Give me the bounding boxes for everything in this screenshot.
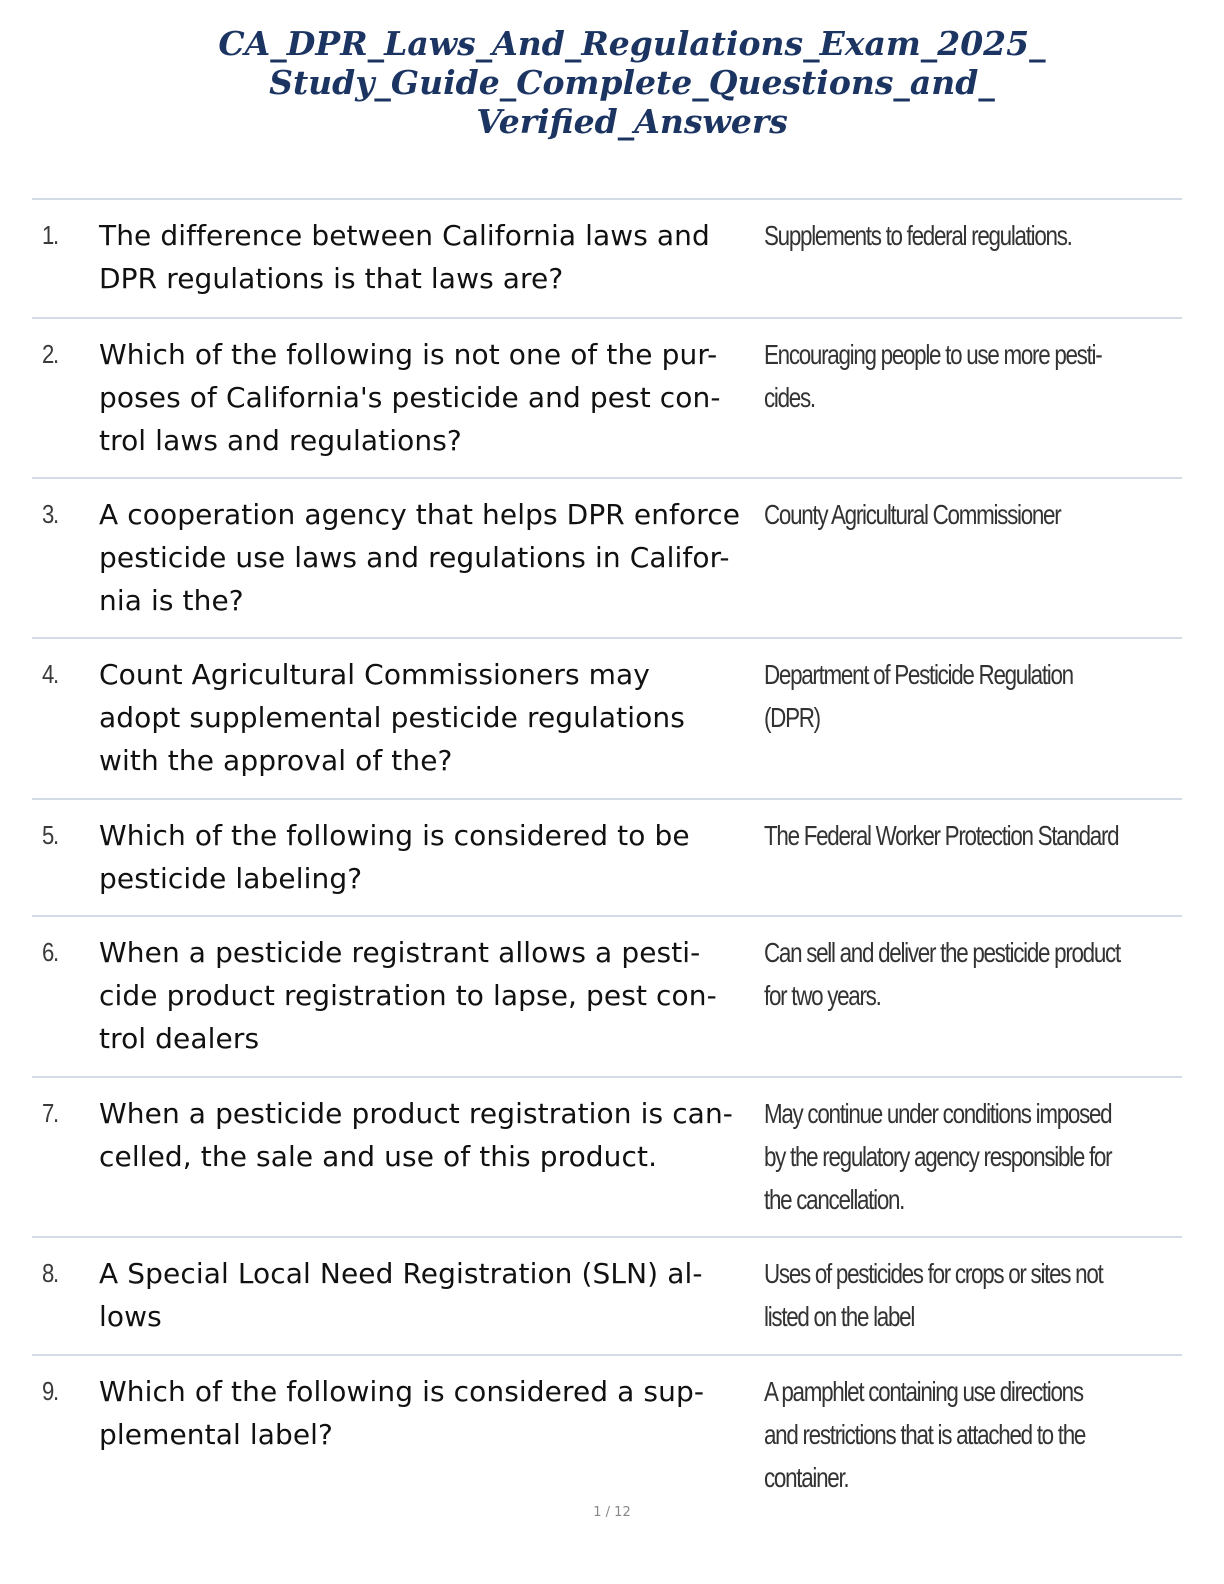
question-line: The difference between California laws and [99, 219, 710, 252]
question-text [99, 1092, 764, 1178]
title-line: CA_DPR_Laws_And_Regulations_Exam_2025_ [218, 24, 1046, 63]
question-number: 5. [42, 820, 58, 850]
question-line: A cooperation agency that helps DPR enforce [99, 498, 741, 531]
qa-row [32, 1238, 1182, 1356]
answer-line: Uses of pesticides for crops or sites not [764, 1258, 1103, 1289]
question-line: DPR regulations is that laws are? [99, 262, 564, 295]
answer-text [764, 931, 1182, 1017]
question-number: 4. [42, 659, 58, 689]
title-line: Verified_Answers [476, 102, 788, 141]
question-number: 7. [42, 1098, 58, 1128]
answer-line: Can sell and deliver the pesticide product [764, 937, 1120, 968]
question-line: plemental label? [99, 1418, 334, 1451]
answer-line: listed on the label [764, 1301, 915, 1332]
question-line: lows [99, 1300, 162, 1333]
answer-text [764, 214, 1182, 257]
question-text [99, 333, 764, 462]
answer-text [764, 333, 1182, 419]
answer-text [764, 493, 1182, 536]
question-line: When a pesticide product registration is can- [99, 1097, 733, 1130]
question-number: 6. [42, 937, 58, 967]
question-line: Which of the following is not one of the pur- [99, 338, 718, 371]
question-line: celled, the sale and use of this product. [99, 1140, 658, 1173]
answer-text [764, 1092, 1182, 1221]
question-line: poses of California's pesticide and pest con- [99, 381, 721, 414]
question-line: A Special Local Need Registration (SLN) al- [99, 1257, 703, 1290]
question-line: Which of the following is considered to be [99, 819, 690, 852]
answer-line: (DPR) [764, 702, 820, 733]
answer-line: County Agricultural Commissioner [764, 499, 1061, 530]
question-text [99, 814, 764, 900]
question-line: Which of the following is considered a sup- [99, 1375, 705, 1408]
question-line: cide product registration to lapse, pest con- [99, 979, 717, 1012]
question-line: pesticide labeling? [99, 862, 363, 895]
answer-text [764, 1370, 1182, 1499]
answer-line: Supplements to federal regulations. [764, 220, 1072, 251]
question-line: When a pesticide registrant allows a pesti- [99, 936, 701, 969]
question-text [99, 1370, 764, 1456]
answer-text [764, 814, 1182, 857]
answer-line: by the regulatory agency responsible for [764, 1141, 1112, 1172]
question-line: trol laws and regulations? [99, 424, 462, 457]
answer-line: The Federal Worker Protection Standard [764, 820, 1119, 851]
qa-row [32, 479, 1182, 639]
answer-text [764, 653, 1182, 739]
answer-line: container. [764, 1462, 849, 1493]
answer-line: and restrictions that is attached to the [764, 1419, 1086, 1450]
qa-row [32, 319, 1182, 479]
answer-line: for two years. [764, 980, 881, 1011]
question-text [99, 653, 764, 782]
qa-row [32, 917, 1182, 1078]
question-number: 3. [42, 499, 58, 529]
qa-row [32, 800, 1182, 917]
question-number: 2. [42, 339, 58, 369]
question-text [99, 1252, 764, 1338]
question-answer-list [32, 198, 1182, 1504]
question-text [99, 493, 764, 622]
question-number: 8. [42, 1258, 58, 1288]
question-text [99, 214, 764, 300]
qa-row [32, 1078, 1182, 1238]
answer-line: Encouraging people to use more pesti- [764, 339, 1102, 370]
qa-row [32, 1356, 1182, 1504]
answer-line: May continue under conditions imposed [764, 1098, 1112, 1129]
question-line: nia is the? [99, 584, 244, 617]
question-line: with the approval of the? [99, 744, 453, 777]
question-line: adopt supplemental pesticide regulations [99, 701, 685, 734]
qa-row [32, 200, 1182, 319]
answer-text [764, 1252, 1182, 1338]
answer-line: A pamphlet containing use directions [764, 1376, 1083, 1407]
document-title [120, 24, 1144, 141]
answer-line: cides. [764, 382, 815, 413]
answer-line: Department of Pesticide Regulation [764, 659, 1073, 690]
title-line: Study_Guide_Complete_Questions_and_ [269, 63, 995, 102]
question-line: pesticide use laws and regulations in Califor- [99, 541, 730, 574]
question-text [99, 931, 764, 1060]
qa-row [32, 639, 1182, 800]
question-number: 1. [42, 220, 58, 250]
question-line: trol dealers [99, 1022, 260, 1055]
page-indicator: 1 / 12 [593, 1505, 631, 1520]
question-number: 9. [42, 1376, 58, 1406]
answer-line: the cancellation. [764, 1184, 905, 1215]
question-line: Count Agricultural Commissioners may [99, 658, 650, 691]
